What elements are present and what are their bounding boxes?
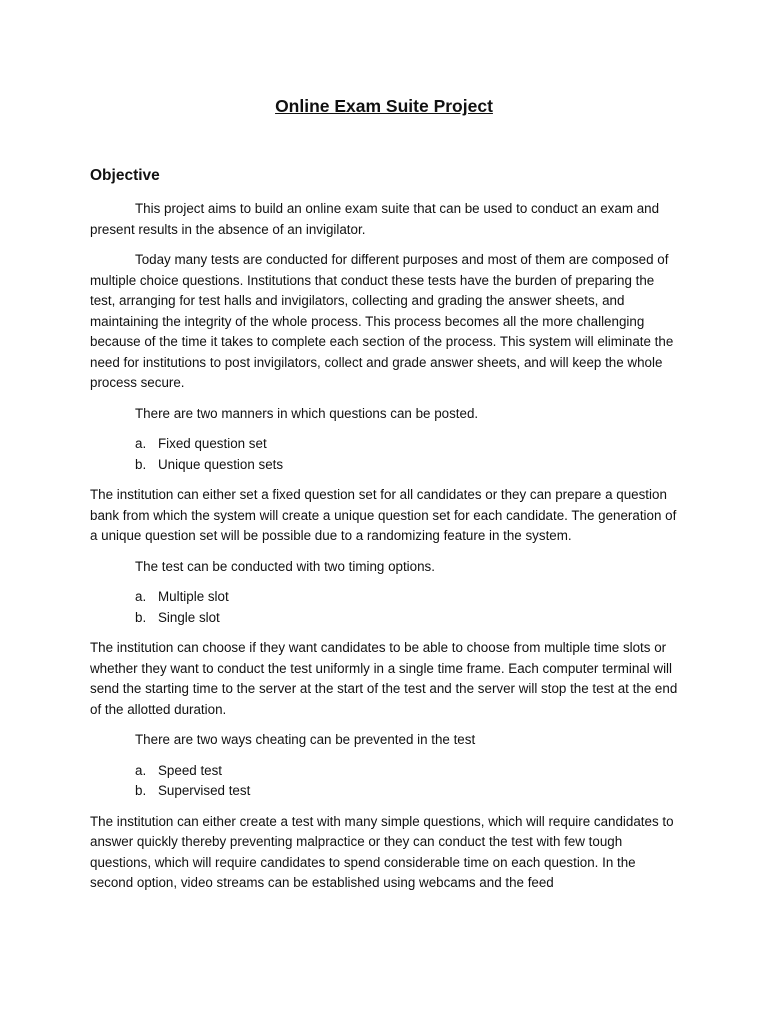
list-item (135, 781, 682, 802)
list-marker: a. (135, 762, 147, 778)
list-question-modes (90, 434, 682, 475)
list-item-text: Speed test (158, 762, 223, 778)
list-item-text: Single slot (158, 609, 220, 625)
list-item (135, 761, 682, 782)
paragraph-question-modes-intro: There are two manners in which questions can be posted. (135, 405, 479, 421)
list-item-text: Multiple slot (158, 589, 229, 604)
paragraph-cheating-intro: There are two ways cheating can be prevented in the test (135, 732, 476, 747)
paragraph-background: Today many tests are conducted for different purposes and most of them are composed of multiple choice questions. Institutions that conduct these tests have the burden of preparing the test, arranging for test halls and invigilators, collecting and grading the answer sheets, and maintaining the integrity of the whole process. This process becomes all the more challenging because of the time it takes to complete each section of the process. This system will eliminate the need for institutions to post invigilators, collect and grade answer sheets, and will keep the whole process secure. (90, 252, 674, 390)
document-title: Online Exam Suite Project (275, 96, 493, 116)
list-item (135, 587, 682, 608)
list-item (135, 608, 682, 629)
list-timing-options (90, 587, 682, 628)
paragraph-timing-intro: The test can be conducted with two timing options. (135, 558, 435, 574)
paragraph-cheating-detail: The institution can either create a test with many simple questions, which will require candidates to answer quickly thereby preventing malpractice or they can conduct the test with few tough questions, which will require candidates to spend considerable time on each question. In the second option, video streams can be established using webcams and the feed (90, 813, 674, 890)
list-item-text: Unique question sets (158, 456, 284, 472)
paragraph-question-modes-detail: The institution can either set a fixed question set for all candidates or they can prepare a question bank from which the system will create a unique question set for each candidate. The generation of a unique question set will be possible due to a randomizing feature in the system. (90, 487, 677, 543)
list-marker: a. (135, 436, 147, 451)
list-marker: b. (135, 456, 147, 472)
list-item (135, 434, 682, 455)
list-item-text: Fixed question set (158, 436, 267, 451)
document-body (90, 199, 682, 904)
list-item-text: Supervised test (158, 783, 251, 798)
section-heading-objective: Objective (90, 167, 160, 184)
list-marker: a. (135, 589, 147, 604)
list-marker: b. (135, 609, 147, 625)
list-marker: b. (135, 783, 147, 798)
paragraph-intro: This project aims to build an online exam suite that can be used to conduct an exam and present results in the absence of an invigilator. (90, 201, 660, 237)
list-item (135, 455, 682, 476)
list-cheating-prevention (90, 761, 682, 802)
paragraph-timing-detail: The institution can choose if they want candidates to be able to choose from multiple time slots or whether they want to conduct the test uniformly in a single time frame. Each computer terminal will send the starting time to the server at the start of the test and the server will stop the test at the end of the allotted duration. (90, 640, 678, 717)
